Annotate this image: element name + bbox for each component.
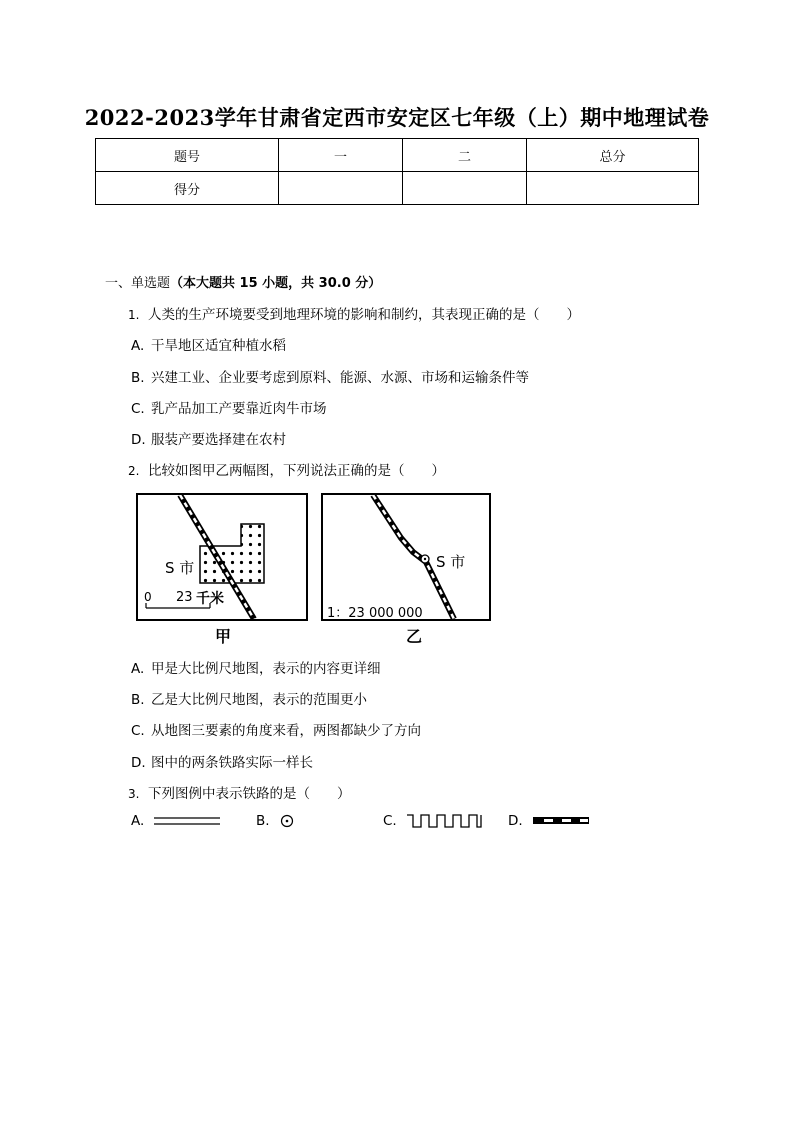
option-label: D. [131, 755, 146, 771]
map-b [321, 493, 491, 621]
map-a [136, 493, 308, 621]
option-label: A. [131, 661, 145, 677]
option-label: D. [131, 432, 146, 448]
question-number: 2. [128, 464, 140, 478]
score-input-cell[interactable] [527, 172, 699, 205]
railway-symbol-icon [533, 816, 591, 826]
score-table-score-row [96, 172, 699, 205]
map-a-scale-zero: 0 [144, 590, 152, 604]
map-a-city-label: S 市 [165, 559, 195, 577]
score-table-header-row [96, 139, 699, 172]
map-b-caption: 乙 [406, 627, 423, 646]
score-table [95, 138, 699, 205]
map-b-scale-label: 1：23 000 000 [327, 606, 423, 621]
question-2-option-d[interactable] [131, 751, 313, 771]
option-text: 乙是大比例尺地图，表示的范围更小 [151, 692, 367, 708]
map-a-scale-value: 23 [176, 590, 193, 605]
question-1 [128, 303, 580, 323]
question-2 [128, 459, 445, 479]
question-1-option-a[interactable] [131, 334, 286, 354]
option-label: C. [383, 813, 397, 829]
map-a-caption: 甲 [215, 627, 232, 646]
option-label: B. [131, 692, 145, 708]
question-number: 1. [128, 308, 140, 322]
option-text: 干旱地区适宜种植水稻 [151, 338, 286, 354]
question-3-option-b[interactable] [256, 813, 294, 829]
score-input-cell[interactable] [279, 172, 403, 205]
city-area [200, 524, 264, 583]
score-row-label: 得分 [96, 172, 279, 205]
question-3-option-c[interactable] [383, 813, 483, 829]
question-number: 3. [128, 787, 140, 801]
question-2-option-c[interactable] [131, 719, 421, 739]
option-text: 兴建工业、企业要考虑到原料、能源、水源、市场和运输条件等 [151, 370, 529, 386]
option-label: A. [131, 813, 145, 829]
option-text: 服装产要选择建在农村 [151, 432, 286, 448]
option-label: B. [131, 370, 145, 386]
option-label: C. [131, 401, 145, 417]
map-b-city-label: S 市 [436, 553, 466, 571]
option-label: B. [256, 813, 270, 829]
question-3 [128, 782, 351, 802]
score-header-cell: 一 [279, 139, 403, 172]
option-label: C. [131, 723, 145, 739]
question-text: 人类的生产环境要受到地理环境的影响和制约，其表现正确的是（ ） [148, 307, 580, 323]
option-label: D. [508, 813, 523, 829]
option-text: 从地图三要素的角度来看，两图都缺少了方向 [151, 723, 421, 739]
question-text: 下列图例中表示铁路的是（ ） [148, 786, 351, 802]
score-input-cell[interactable] [403, 172, 527, 205]
section-detail: （本大题共 15 小题，共 30.0 分） [170, 276, 382, 291]
option-text: 图中的两条铁路实际一样长 [151, 755, 313, 771]
double-line-symbol-icon [154, 815, 222, 827]
question-1-option-c[interactable] [131, 397, 327, 417]
question-3-option-d[interactable] [508, 813, 591, 829]
section-heading [105, 272, 381, 291]
option-text: 乳产品加工产要靠近肉牛市场 [151, 401, 327, 417]
question-2-option-b[interactable] [131, 688, 367, 708]
score-header-cell: 题号 [96, 139, 279, 172]
question-1-option-b[interactable] [131, 366, 529, 386]
option-label: A. [131, 338, 145, 354]
option-text: 甲是大比例尺地图，表示的内容更详细 [151, 661, 381, 677]
square-wave-symbol-icon [407, 814, 483, 828]
question-text: 比较如图甲乙两幅图，下列说法正确的是（ ） [148, 463, 445, 479]
score-header-cell: 总分 [527, 139, 699, 172]
exam-title: 2022-2023学年甘肃省定西市安定区七年级（上）期中地理试卷 [84, 105, 710, 130]
question-1-option-d[interactable] [131, 428, 286, 448]
question-3-option-a[interactable] [131, 813, 222, 829]
score-header-cell: 二 [403, 139, 527, 172]
question-2-option-a[interactable] [131, 657, 381, 677]
map-a-scale-unit: 千米 [196, 591, 224, 607]
dot-in-circle-symbol-icon [280, 814, 294, 828]
section-prefix: 一、单选题 [105, 276, 171, 291]
